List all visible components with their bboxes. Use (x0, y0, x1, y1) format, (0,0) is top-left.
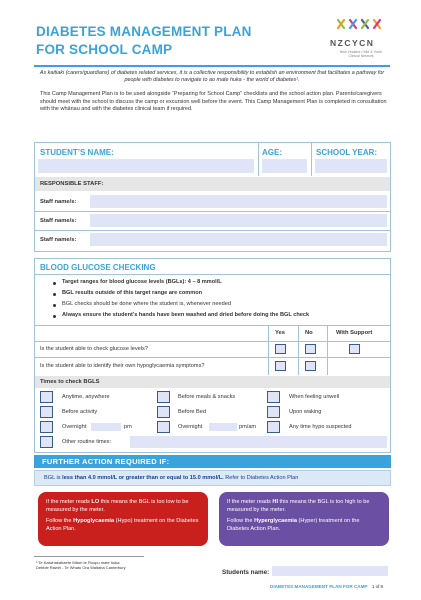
overnight-pmam-checkbox[interactable] (157, 421, 170, 433)
intro-italic-statement: As kaitiaki (carers/guardians) of diabetes related services, it is a collective responsibility to establish an environment that facilitates a pathway for people with diabetes to navigate to ao mate huka - the world of diabetes¹. (39, 70, 385, 83)
bgl-bullet: Always ensure the student’s hands have been washed and dried before doing the BGL check (62, 312, 310, 318)
column-divider (327, 326, 328, 375)
question-check-glucose: Is the student able to check glucose levels? (40, 346, 148, 352)
intro-paragraph: This Camp Management Plan is to be used alongside “Preparing for School Camp” checklists and the school action plan. Parents/caregivers should meet with the school to discuss the camp or excursion well before the event. This Camp Management Plan is completed in consultation with the whānau and with the diabetes clinical team if required. (40, 91, 387, 113)
staff-name-label: Staff name/s: (40, 199, 77, 205)
staff-name-field[interactable] (90, 233, 387, 246)
bgl-bullet: BGL results outside of this target range are common (62, 290, 203, 296)
when-unwell-checkbox[interactable] (267, 391, 280, 403)
age-label: AGE: (262, 148, 282, 157)
row-divider (35, 230, 390, 231)
page-subtitle: FOR SCHOOL CAMP (36, 42, 173, 57)
bullet-dot (53, 293, 56, 296)
before-bed-label: Before Bed (178, 409, 206, 415)
row-divider (35, 274, 390, 275)
school-year-label: SCHOOL YEAR: (316, 148, 378, 157)
lo-reading-panel (38, 492, 208, 546)
bgl-bullet: BGL checks should be done where the student is, whenever needed (62, 301, 231, 307)
staff-name-label: Staff name/s: (40, 237, 77, 243)
overnight-pm-checkbox[interactable] (40, 421, 53, 433)
before-meals-label: Before meals & snacks (178, 394, 236, 400)
q1-yes-checkbox[interactable] (275, 344, 286, 354)
row-divider (35, 211, 390, 212)
pm-label: pm (124, 424, 132, 430)
overnight-pm-time-field[interactable] (91, 423, 121, 431)
q1-no-checkbox[interactable] (305, 344, 316, 354)
bullet-dot (53, 282, 56, 285)
col-yes-header: Yes (275, 330, 285, 336)
bgl-heading: BLOOD GLUCOSE CHECKING (40, 263, 156, 272)
row-divider (35, 325, 390, 326)
pmam-label: pm/am (239, 424, 257, 430)
further-action-heading: FURTHER ACTION REQUIRED IF: (42, 457, 170, 466)
students-name-field[interactable] (272, 566, 388, 576)
hypo-suspected-checkbox[interactable] (267, 421, 280, 433)
times-to-check-label: Times to check BGLS (40, 379, 100, 385)
staff-name-field[interactable] (90, 214, 387, 227)
hi-treatment-text: Follow the Hyperglycaemia (Hyper) treatment on the Diabetes Action Plan. (227, 518, 360, 532)
page-number: 1 of 8 (372, 584, 383, 589)
other-times-label: Other routine times: (62, 439, 112, 445)
other-times-checkbox[interactable] (40, 436, 53, 448)
bullet-dot (53, 304, 56, 307)
staff-name-field[interactable] (90, 195, 387, 208)
overnight-label: Overnight (62, 424, 87, 430)
staff-name-label: Staff name/s: (40, 218, 77, 224)
overnight-pmam-time-field[interactable] (209, 423, 237, 431)
lo-treatment-text: Follow the Hypoglycaemia (Hypo) treatment on the Diabetes Action Plan. (46, 518, 199, 532)
hi-reading-text: If the meter reads HI this means the BGL is too high to be measured by the meter. (227, 499, 370, 513)
before-meals-checkbox[interactable] (157, 391, 170, 403)
footnote: ¹ Te Kaiwhakahaere Māori te Roopu mate huka Debbie Rawiri - Te Whatu Ora Waitaha Canterbury (36, 560, 126, 571)
col-support-header: With Support (336, 330, 373, 336)
before-activity-label: Before activity (62, 409, 98, 415)
q1-support-checkbox[interactable] (349, 344, 360, 354)
q2-no-checkbox[interactable] (305, 361, 316, 371)
column-divider (258, 143, 259, 176)
student-name-field[interactable] (38, 159, 254, 173)
page-title: DIABETES MANAGEMENT PLAN (36, 24, 252, 39)
hypo-suspected-label: Any time hypo suspected (289, 424, 352, 430)
question-hypo-symptoms: Is the student able to identify their own hypoglycaemia symptoms? (40, 363, 205, 369)
overnight-label: Overnight (178, 424, 203, 430)
before-activity-checkbox[interactable] (40, 406, 53, 418)
other-times-field[interactable] (130, 436, 387, 448)
bgl-range-text: BGL is less than 4.0 mmol/L or greater than or equal to 15.0 mmol/L. Refer to Diabetes Action Plan (44, 475, 299, 481)
upon-waking-label: Upon waking (289, 409, 322, 415)
bullet-dot (53, 315, 56, 318)
school-year-field[interactable] (315, 159, 387, 173)
bgl-bullet: Target ranges for blood glucose levels (BGLs): 4 – 8 mmol/L (62, 279, 222, 285)
responsible-staff-label: RESPONSIBLE STAFF: (40, 181, 104, 187)
col-no-header: No (305, 330, 313, 336)
when-unwell-label: When feeling unwell (289, 394, 340, 400)
student-name-label: STUDENT’S NAME: (40, 148, 114, 157)
anytime-label: Anytime, anywhere (62, 394, 110, 400)
q2-yes-checkbox[interactable] (275, 361, 286, 371)
column-divider (298, 326, 299, 375)
header-rule (34, 65, 390, 67)
row-divider (35, 357, 390, 358)
lo-reading-text: If the meter reads LO this means the BGL is too low to be measured by the meter. (46, 499, 189, 513)
column-divider (268, 326, 269, 375)
footer-doc-title: DIABETES MANAGEMENT PLAN FOR CAMP (270, 584, 368, 589)
row-divider (35, 341, 390, 342)
upon-waking-checkbox[interactable] (267, 406, 280, 418)
column-divider (311, 143, 312, 176)
footnote-rule (34, 556, 144, 557)
before-bed-checkbox[interactable] (157, 406, 170, 418)
logo-subtitle: New Zealand Child & Youth Clinical Network (339, 50, 383, 58)
anytime-checkbox[interactable] (40, 391, 53, 403)
hi-reading-panel (219, 492, 389, 546)
age-field[interactable] (262, 159, 307, 173)
students-name-label: Students name: (222, 569, 270, 576)
logo-text: NZCYCN (330, 38, 375, 48)
